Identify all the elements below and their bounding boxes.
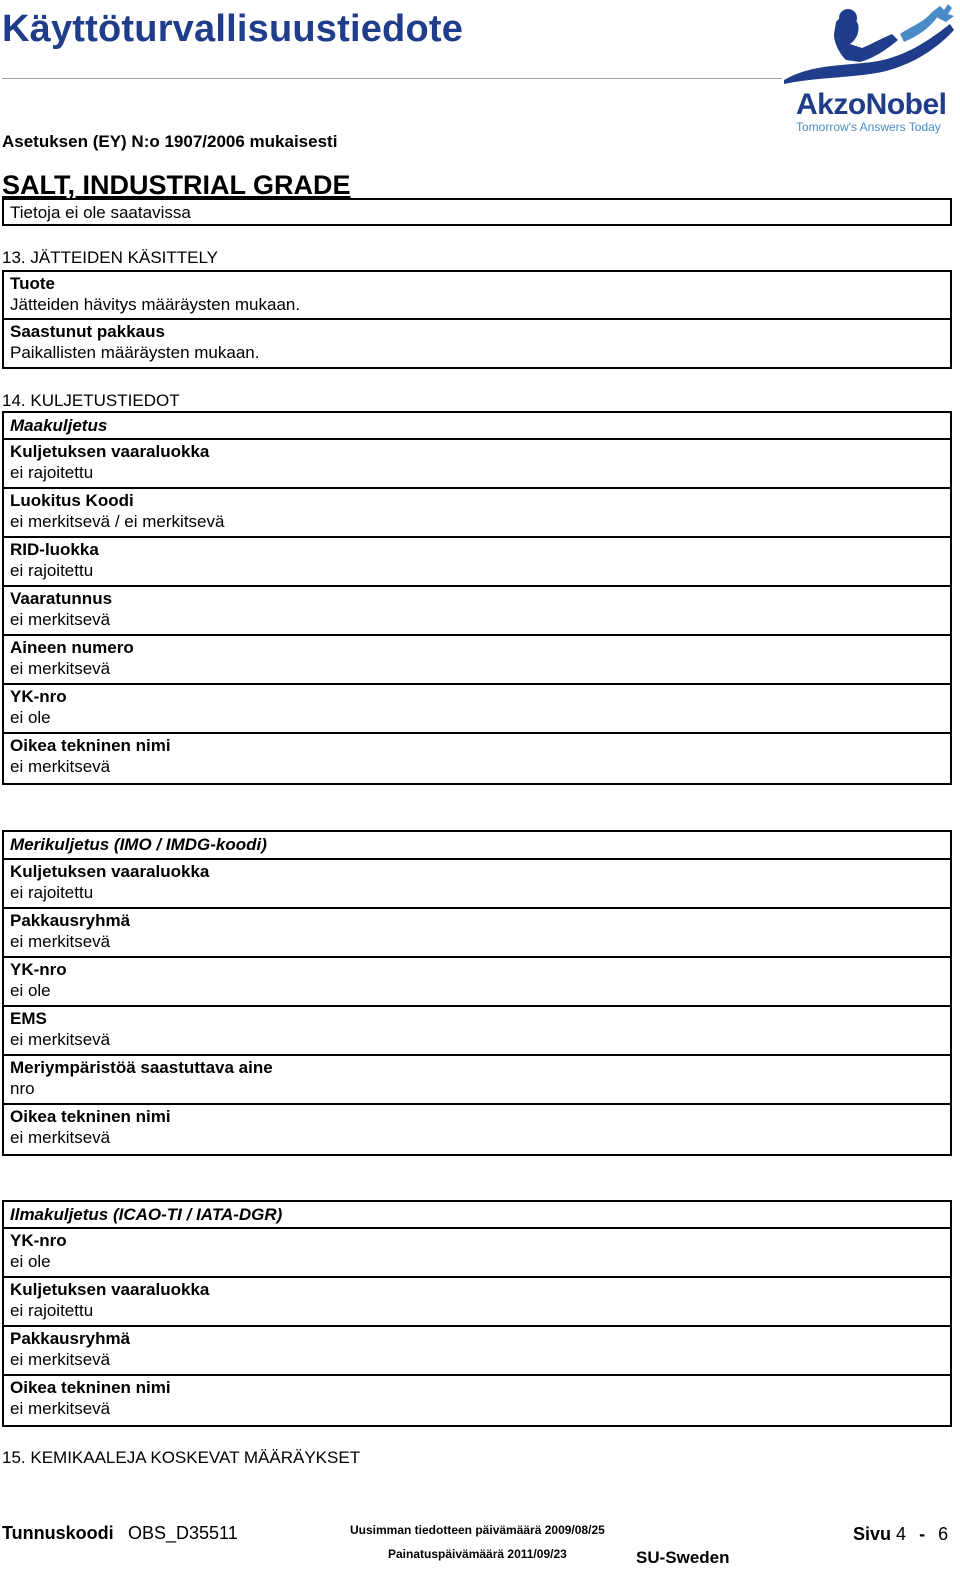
field-label: Luokitus Koodi (10, 491, 134, 510)
air-row (2, 1374, 952, 1427)
latest-revision-date: Uusimman tiedotteen päivämäärä 2009/08/25 (350, 1523, 605, 1537)
title-divider (2, 78, 782, 79)
info-text: Tietoja ei ole saatavissa (10, 203, 191, 222)
road-row (2, 683, 952, 734)
field-label: Vaaratunnus (10, 589, 113, 608)
page-total: 6 (938, 1524, 949, 1544)
field-label: EMS (10, 1009, 47, 1028)
field-label: Oikea tekninen nimi (10, 1378, 171, 1397)
sea-row (2, 907, 952, 958)
page-indicator (853, 1524, 948, 1545)
field-value: ei merkitsevä (10, 1128, 111, 1147)
field-label: Aineen numero (10, 638, 134, 657)
id-code-label: Tunnuskoodi (2, 1523, 114, 1543)
field-label: Tuote (10, 274, 56, 293)
field-label: Kuljetuksen vaaraluokka (10, 862, 210, 881)
field-label: Oikea tekninen nimi (10, 1107, 171, 1126)
logo-tagline: Tomorrow's Answers Today (796, 120, 941, 134)
field-value: ei rajoitettu (10, 463, 94, 482)
field-value: ei rajoitettu (10, 883, 94, 902)
document-title: Käyttöturvallisuustiedote (2, 8, 464, 50)
section-13-row (2, 318, 952, 369)
field-value: ei merkitsevä (10, 659, 111, 678)
transport-mode-title: Merikuljetus (IMO / IMDG-koodi) (10, 835, 267, 854)
page-separator: - (919, 1524, 926, 1544)
akzonobel-logo (782, 4, 958, 136)
regulation-reference: Asetuksen (EY) N:o 1907/2006 mukaisesti (2, 132, 338, 151)
id-code-value: OBS_D35511 (128, 1523, 238, 1543)
field-value: Jätteiden hävitys määräysten mukaan. (10, 295, 301, 314)
field-value: ei rajoitettu (10, 561, 94, 580)
field-label: Kuljetuksen vaaraluokka (10, 442, 210, 461)
sea-row (2, 1054, 952, 1105)
section-15-heading: 15. KEMIKAALEJA KOSKEVAT MÄÄRÄYKSET (2, 1448, 361, 1467)
sea-row (2, 956, 952, 1007)
road-row (2, 732, 952, 785)
field-value: ei rajoitettu (10, 1301, 94, 1320)
road-row (2, 634, 952, 685)
print-date: Painatuspäivämäärä 2011/09/23 (388, 1547, 567, 1561)
field-label: YK-nro (10, 960, 67, 979)
sea-transport-header (2, 830, 952, 860)
field-label: Kuljetuksen vaaraluokka (10, 1280, 210, 1299)
sea-row (2, 1005, 952, 1056)
air-row (2, 1325, 952, 1376)
field-label: YK-nro (10, 1231, 67, 1250)
field-label: Pakkausryhmä (10, 1329, 131, 1348)
field-value: ei merkitsevä (10, 610, 111, 629)
field-value: ei merkitsevä (10, 1399, 111, 1418)
field-label: Saastunut pakkaus (10, 322, 165, 341)
field-label: Meriympäristöä saastuttava aine (10, 1058, 273, 1077)
field-value: Paikallisten määräysten mukaan. (10, 343, 260, 362)
road-row (2, 536, 952, 587)
logo-figure-icon (782, 4, 958, 86)
section-14-heading: 14. KULJETUSTIEDOT (2, 391, 180, 410)
page-current: 4 (896, 1524, 907, 1544)
transport-mode-title: Ilmakuljetus (ICAO-TI / IATA-DGR) (10, 1205, 283, 1224)
field-value: ei merkitsevä (10, 1030, 111, 1049)
section-13-heading: 13. JÄTTEIDEN KÄSITTELY (2, 248, 219, 267)
field-value: ei merkitsevä / ei merkitsevä (10, 512, 225, 531)
field-value: ei ole (10, 981, 51, 1000)
field-value: ei ole (10, 1252, 51, 1271)
road-transport-header (2, 411, 952, 440)
air-row (2, 1227, 952, 1278)
air-transport-header (2, 1200, 952, 1229)
info-box (2, 198, 952, 226)
sea-row (2, 1103, 952, 1156)
field-value: nro (10, 1079, 35, 1098)
field-value: ei ole (10, 708, 51, 727)
field-value: ei merkitsevä (10, 932, 111, 951)
field-label: Oikea tekninen nimi (10, 736, 171, 755)
road-row (2, 585, 952, 636)
product-name: SALT, INDUSTRIAL GRADE (2, 170, 351, 200)
field-value: ei merkitsevä (10, 757, 111, 776)
transport-mode-title: Maakuljetus (10, 416, 108, 435)
logo-wordmark: AkzoNobel (796, 88, 947, 121)
section-13-row (2, 270, 952, 320)
page-label: Sivu (853, 1524, 892, 1544)
field-label: Pakkausryhmä (10, 911, 131, 930)
sea-row (2, 858, 952, 909)
field-value: ei merkitsevä (10, 1350, 111, 1369)
field-label: RID-luokka (10, 540, 99, 559)
road-row (2, 487, 952, 538)
road-row (2, 438, 952, 489)
air-row (2, 1276, 952, 1327)
field-label: YK-nro (10, 687, 67, 706)
country-version: SU-Sweden (636, 1548, 730, 1567)
